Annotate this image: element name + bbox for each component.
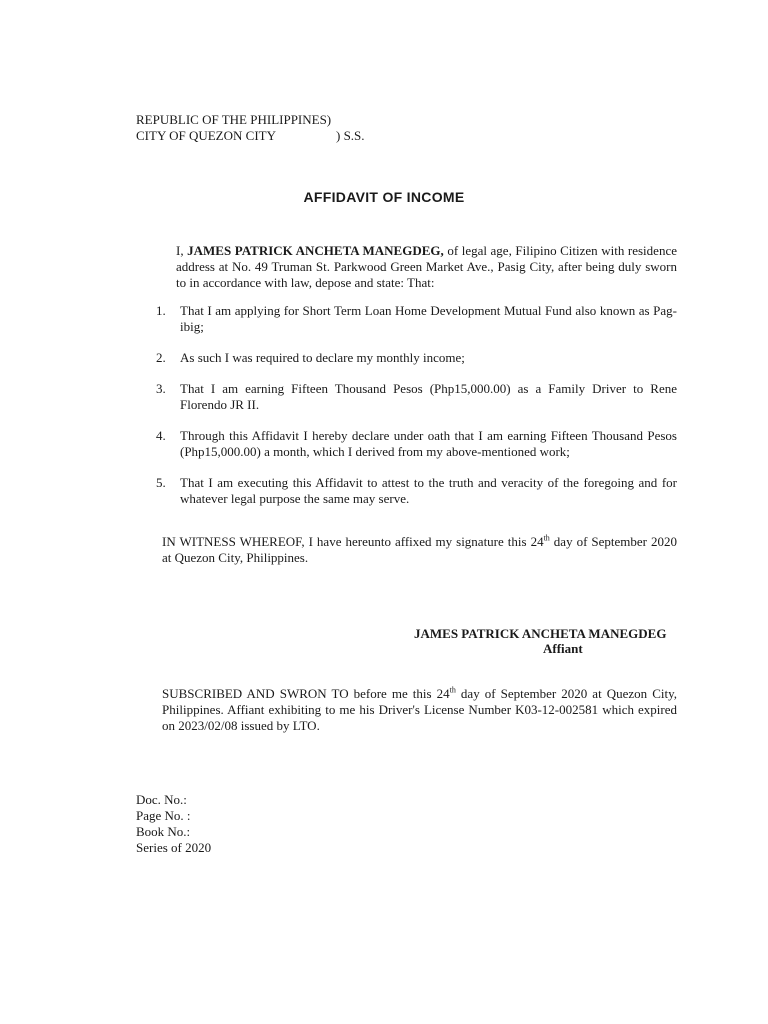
item-text: That I am earning Fifteen Thousand Pesos (Php15,000.00) as a Family Driver to Rene Florendo JR II. [180, 381, 677, 412]
book-no: Book No.: [136, 824, 191, 839]
witness-after: day of September 2020 at Quezon City, Philippines. [162, 534, 677, 565]
witness-before: IN WITNESS WHEREOF, I have hereunto affixed my signature this 24 [162, 534, 544, 549]
intro-rest: of legal age, Filipino Citizen with residence address at No. 49 Truman St. Parkwood Green Market Ave., Pasig City, after being duly sworn to in accordance with law, depose and state: That: [176, 243, 677, 290]
list-item [136, 381, 677, 413]
venue-republic: REPUBLIC OF THE PHILIPPINES) [136, 112, 332, 127]
jurat-ordinal: th [449, 685, 456, 695]
item-number: 1. [156, 303, 166, 318]
list-item [136, 428, 677, 460]
item-number: 3. [156, 381, 166, 396]
affiant-signature-name: JAMES PATRICK ANCHETA MANEGDEG [414, 626, 667, 641]
affiant-label: Affiant [543, 641, 583, 656]
witness-ordinal: th [543, 533, 550, 543]
witness-paragraph [136, 534, 677, 566]
notarial-register [136, 792, 211, 856]
statement-list [136, 303, 677, 522]
item-number: 5. [156, 475, 166, 490]
affiant-name-inline: JAMES PATRICK ANCHETA MANEGDEG, [187, 243, 444, 258]
venue-header [136, 112, 365, 144]
jurat-after: day of September 2020 at Quezon City, Philippines. Affiant exhibiting to me his Driver's License Number K03-12-002581 which expired on 2023/02/08 issued by LTO. [162, 686, 677, 733]
series: Series of 2020 [136, 840, 212, 855]
item-text: As such I was required to declare my monthly income; [180, 350, 465, 365]
jurat-before: SUBSCRIBED AND SWRON TO before me this 24 [162, 686, 450, 701]
intro-paragraph [136, 243, 677, 291]
item-number: 4. [156, 428, 166, 443]
item-number: 2. [156, 350, 166, 365]
intro-prefix: I, [176, 243, 188, 258]
doc-no: Doc. No.: [136, 792, 187, 807]
document-title: AFFIDAVIT OF INCOME [303, 189, 465, 205]
venue-city: CITY OF QUEZON CITY [136, 128, 276, 143]
page-no: Page No. : [136, 808, 191, 823]
list-item [136, 350, 677, 366]
item-text: That I am applying for Short Term Loan Home Development Mutual Fund also known as Pag-ibig; [180, 303, 677, 334]
venue-ss: ) S.S. [336, 128, 365, 143]
list-item [136, 475, 677, 507]
item-text: Through this Affidavit I hereby declare under oath that I am earning Fifteen Thousand Pesos (Php15,000.00) a month, which I derived from my above-mentioned work; [180, 428, 677, 459]
item-text: That I am executing this Affidavit to attest to the truth and veracity of the foregoing and for whatever legal purpose the same may serve. [180, 475, 677, 506]
jurat-paragraph [136, 686, 677, 734]
list-item [136, 303, 677, 335]
